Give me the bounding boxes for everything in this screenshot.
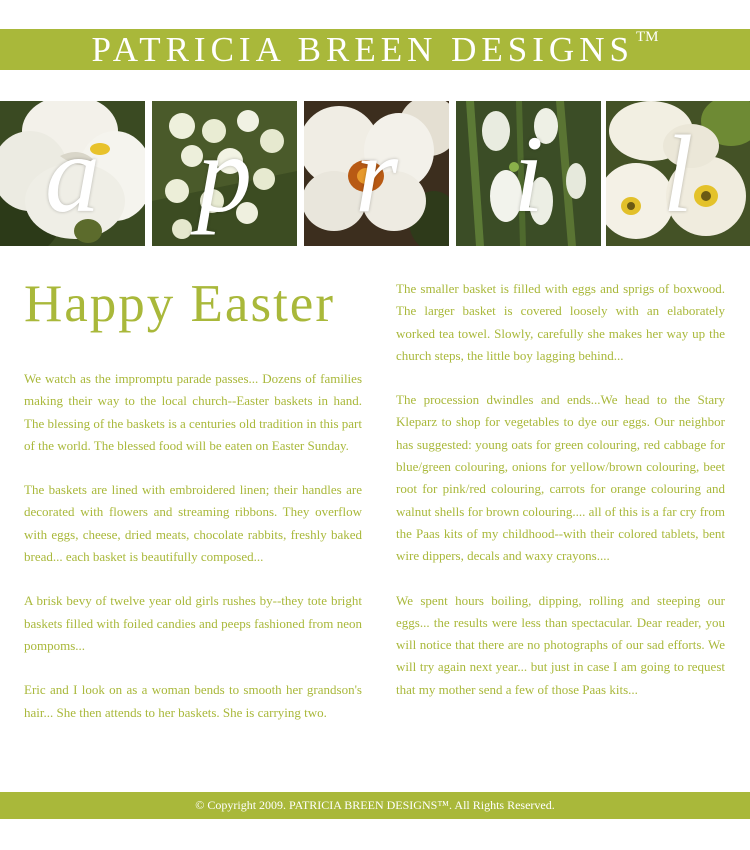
month-letter-i: i (513, 112, 544, 235)
photo-tile-a (0, 101, 145, 246)
month-letter-p: p (197, 112, 252, 235)
trademark-mark: TM (635, 29, 659, 45)
article-paragraph: The procession dwindles and ends...We head to the Stary Kleparz to shop for vegetables to dye our eggs. Our neighbor has suggested: young oats for green colouring, red cabbage for blue/green colouring, onions for yellow/brown colouring, beet root for pink/red colouring, carrots for orange colouring and walnut shells for brown colouring.... all of this is a far cry from the Paas kits of my childhood--with their colored tablets, bent wire dippers, decals and waxy crayons.... (396, 392, 725, 564)
article-title: Happy Easter (24, 275, 335, 333)
month-letter-r: r (355, 112, 398, 235)
article-paragraph: A brisk bevy of twelve year old girls rushes by--they tote bright baskets filled with foiled candies and peeps fashioned from neon pompoms... (24, 593, 362, 653)
brand-name: PATRICIA BREEN DESIGNS (91, 30, 634, 69)
article-paragraph: Eric and I look on as a woman bends to smooth her grandson's hair... She then attends to her baskets. She is carrying two. (24, 682, 362, 720)
photo-tile-i (456, 101, 601, 246)
footer-bar (0, 792, 750, 819)
article-right-column (396, 278, 725, 723)
article-paragraph: The smaller basket is filled with eggs and sprigs of boxwood. The larger basket is covered loosely with an elaborately worked tea towel. Slowly, carefully she makes her way up the church steps, the little boy lagging behind... (396, 281, 725, 363)
article-paragraph: We spent hours boiling, dipping, rolling and steeping our eggs... the results were less than spectacular. Dear reader, you will notice that there are no photographs of our sad efforts. We will try again next year... but just in case I am going to request that my mother send a few of those Paas kits... (396, 592, 725, 697)
copyright-text: © Copyright 2009. PATRICIA BREEN DESIGNS™. All Rights Reserved. (195, 798, 555, 812)
month-letter-a: a (45, 112, 100, 235)
article-left-column (24, 368, 362, 746)
article-paragraph: We watch as the impromptu parade passes... Dozens of families making their way to the local church--Easter baskets in hand. The blessing of the baskets is a centuries old tradition in this part of the world. The blessed food will be eaten on Easter Sunday. (24, 371, 362, 453)
photo-tile-p (152, 101, 297, 246)
header-bar (0, 29, 750, 70)
photo-strip (0, 101, 750, 246)
brand-logo (91, 29, 659, 69)
photo-tile-l (606, 101, 750, 246)
article-paragraph: The baskets are lined with embroidered linen; their handles are decorated with flowers and streaming ribbons. They overflow with eggs, cheese, dried meats, chocolate rabbits, freshly baked bread... each basket is beautifully composed... (24, 482, 362, 565)
month-letter-l: l (662, 112, 694, 235)
photo-tile-r (304, 101, 449, 246)
